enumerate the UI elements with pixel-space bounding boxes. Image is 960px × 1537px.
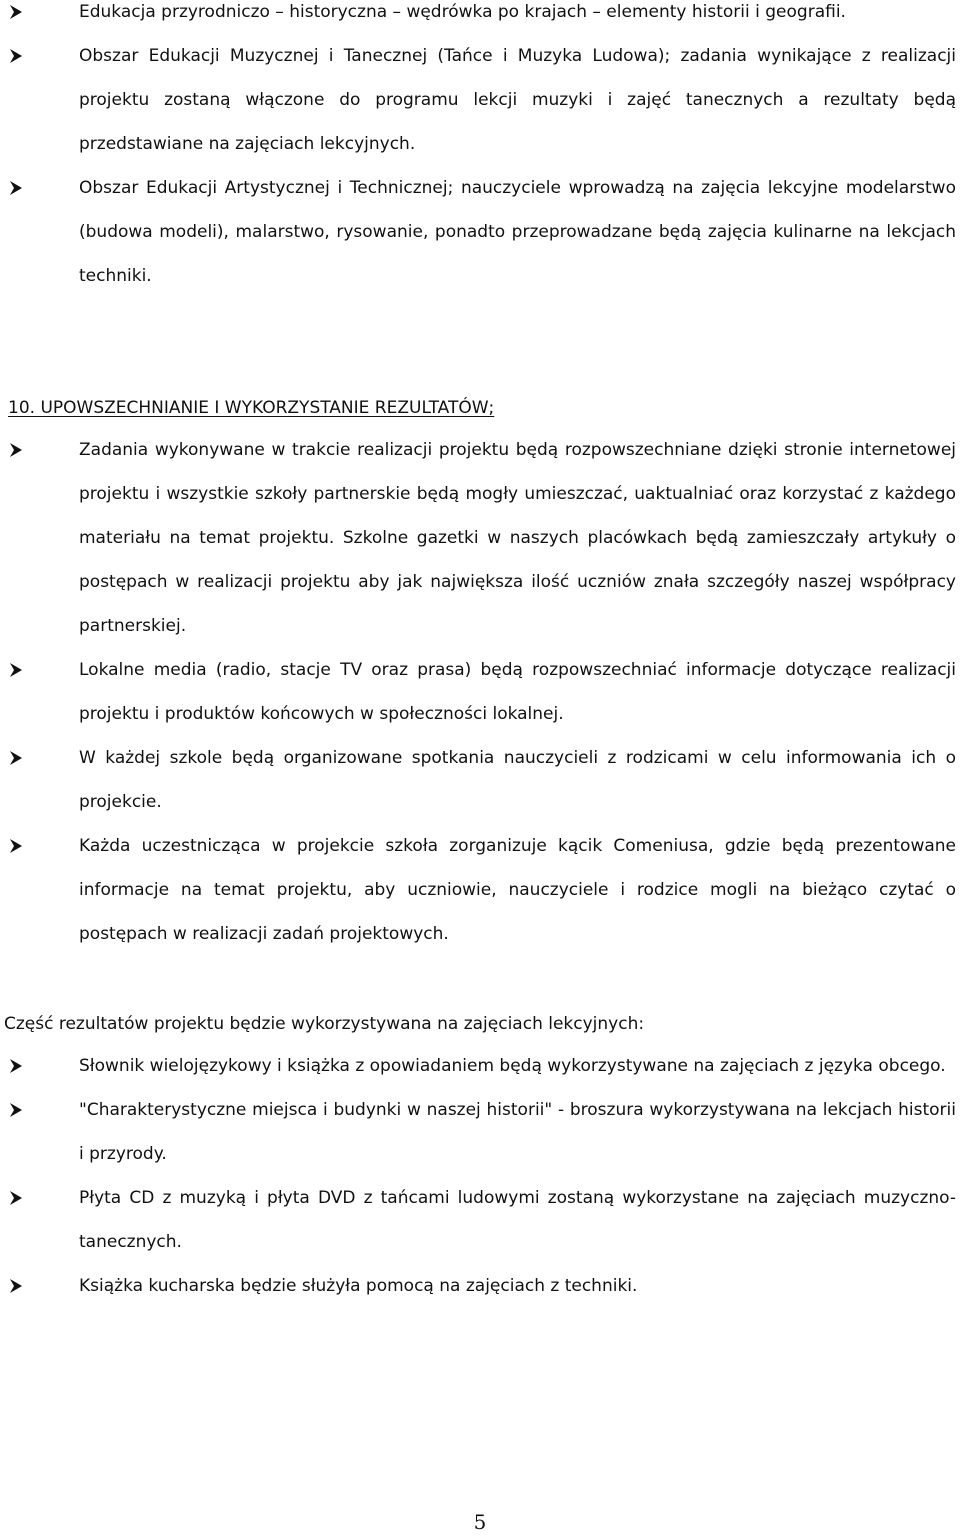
bullet-text: Edukacja przyrodniczo – historyczna – wędrówka po krajach – elementy historii i geografii.: [79, 2, 846, 22]
list-item: [8, 1264, 956, 1308]
page-number: 5: [473, 1510, 487, 1534]
section-heading-text: 10. UPOWSZECHNIANIE I WYKORZYSTANIE REZULTATÓW;: [8, 398, 495, 418]
list-item: [8, 736, 956, 824]
bullet-text: Płyta CD z muzyką i płyta DVD z tańcami ludowymi zostaną wykorzystane na zajęciach muzyczno-tanecznych.: [79, 1188, 956, 1252]
arrow-bullet-icon: [8, 442, 24, 458]
list-item: [8, 824, 956, 956]
arrow-bullet-icon: [8, 48, 24, 64]
bullet-text: Obszar Edukacji Artystycznej i Technicznej; nauczyciele wprowadzą na zajęcia lekcyjne modelarstwo (budowa modeli), malarstwo, rysowanie, ponadto przeprowadzane będą zajęcia kulinarne na lekcjach techniki.: [79, 178, 956, 286]
list-item: [8, 166, 956, 298]
arrow-bullet-icon: [8, 1190, 24, 1206]
list-item: [8, 428, 956, 648]
bullet-text: Słownik wielojęzykowy i książka z opowiadaniem będą wykorzystywane na zajęciach z języka obcego.: [79, 1056, 946, 1076]
bullet-text: Obszar Edukacji Muzycznej i Tanecznej (Tańce i Muzyka Ludowa); zadania wynikające z realizacji projektu zostaną włączone do programu lekcji muzyki i zajęć tanecznych a rezultaty będą przedstawiane na zajęciach lekcyjnych.: [79, 46, 956, 154]
list-item: [8, 1176, 956, 1264]
section-heading: [8, 388, 948, 428]
dissemination-bullet-list: [8, 428, 956, 956]
arrow-bullet-icon: [8, 4, 24, 20]
bullet-text: Zadania wykonywane w trakcie realizacji projektu będą rozpowszechniane dzięki stronie internetowej projektu i wszystkie szkoły partnerskie będą mogły umieszczać, uaktualniać oraz korzystać z każdego materiału na temat projektu. Szkolne gazetki w naszych placówkach będą zamieszczały artykuły o postępach w realizacji projektu aby jak największa ilość uczniów znała szczegóły naszej współpracy partnerskiej.: [79, 440, 956, 636]
arrow-bullet-icon: [8, 750, 24, 766]
arrow-bullet-icon: [8, 1058, 24, 1074]
list-item: [8, 648, 956, 736]
arrow-bullet-icon: [8, 180, 24, 196]
arrow-bullet-icon: [8, 1102, 24, 1118]
results-intro: Część rezultatów projektu będzie wykorzystywana na zajęciach lekcyjnych:: [4, 1014, 645, 1034]
bullet-text: Lokalne media (radio, stacje TV oraz prasa) będą rozpowszechniać informacje dotyczące realizacji projektu i produktów końcowych w społeczności lokalnej.: [79, 660, 956, 724]
bullet-text: Książka kucharska będzie służyła pomocą na zajęciach z techniki.: [79, 1276, 638, 1296]
bullet-text: "Charakterystyczne miejsca i budynki w naszej historii" - broszura wykorzystywana na lekcjach historii i przyrody.: [79, 1100, 956, 1164]
bullet-text: W każdej szkole będą organizowane spotkania nauczycieli z rodzicami w celu informowania ich o projekcie.: [79, 748, 956, 812]
arrow-bullet-icon: [8, 1278, 24, 1294]
bullet-text: Każda uczestnicząca w projekcie szkoła zorganizuje kącik Comeniusa, gdzie będą prezentowane informacje na temat projektu, aby uczniowie, nauczyciele i rodzice mogli na bieżąco czytać o postępach w realizacji zadań projektowych.: [79, 836, 956, 944]
arrow-bullet-icon: [8, 838, 24, 854]
results-bullet-list: [8, 1044, 956, 1308]
arrow-bullet-icon: [8, 662, 24, 678]
intro-bullet-list: [8, 0, 956, 298]
list-item: [8, 1088, 956, 1176]
list-item: [8, 0, 956, 34]
list-item: [8, 1044, 956, 1088]
list-item: [8, 34, 956, 166]
